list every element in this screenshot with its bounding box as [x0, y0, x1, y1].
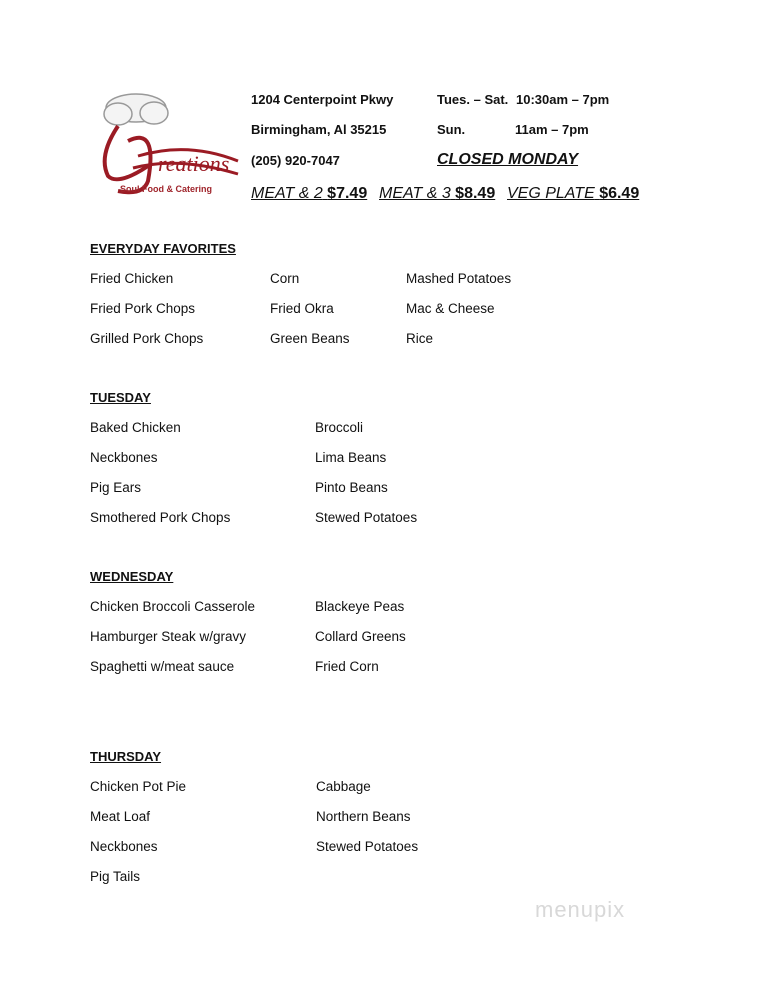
menu-item: Neckbones: [90, 839, 158, 854]
menu-item: Stewed Potatoes: [315, 510, 418, 525]
hours-time-sunday: 11am – 7pm: [515, 122, 589, 137]
menu-item: Smothered Pork Chops: [90, 510, 231, 525]
svg-text:reations: reations: [158, 151, 230, 176]
menu-item: Mac & Cheese: [406, 301, 495, 316]
svg-text:Soul Food & Catering: Soul Food & Catering: [120, 184, 212, 194]
menu-item: Meat Loaf: [90, 809, 151, 824]
price-value: $6.49: [599, 185, 640, 202]
price-meat-2: [251, 186, 367, 202]
menu-item: Mashed Potatoes: [406, 271, 512, 286]
section-title-tuesday: TUESDAY: [90, 390, 151, 405]
address-line-2: Birmingham, Al 35215: [251, 122, 387, 137]
menu-item: Pinto Beans: [315, 480, 388, 495]
menu-item: Chicken Pot Pie: [90, 779, 187, 794]
hours-time-weekday: 10:30am – 7pm: [516, 92, 610, 107]
menu-item: Collard Greens: [315, 629, 406, 644]
menu-item: Green Beans: [270, 331, 350, 346]
menu-item: Spaghetti w/meat sauce: [90, 659, 235, 674]
menu-item: Lima Beans: [315, 450, 387, 465]
menu-item: Fried Pork Chops: [90, 301, 196, 316]
price-label: MEAT & 3: [379, 185, 451, 202]
address-line-1: 1204 Centerpoint Pkwy: [251, 92, 394, 107]
menu-item: Baked Chicken: [90, 420, 181, 435]
menu-item: Neckbones: [90, 450, 158, 465]
section-title-everyday-favorites: EVERYDAY FAVORITES: [90, 241, 236, 256]
closed-notice: CLOSED MONDAY: [437, 151, 579, 168]
restaurant-logo: [88, 86, 240, 208]
hours-days-sunday: Sun.: [437, 122, 466, 137]
menu-item: Corn: [270, 271, 300, 286]
price-meat-3: [379, 186, 495, 202]
section-title-thursday: THURSDAY: [90, 749, 162, 764]
menu-item: Fried Corn: [315, 659, 379, 674]
price-veg-plate: [507, 186, 639, 202]
menu-item: Grilled Pork Chops: [90, 331, 204, 346]
menu-item: Rice: [406, 331, 434, 346]
phone-number: (205) 920-7047: [251, 153, 340, 168]
menu-item: Northern Beans: [316, 809, 411, 824]
menu-item: Stewed Potatoes: [316, 839, 419, 854]
menu-item: Hamburger Steak w/gravy: [90, 629, 247, 644]
menu-item: Fried Chicken: [90, 271, 174, 286]
menu-item: Broccoli: [315, 420, 364, 435]
price-value: $8.49: [455, 185, 496, 202]
price-label: MEAT & 2: [251, 185, 323, 202]
menu-item: Chicken Broccoli Casserole: [90, 599, 256, 614]
price-value: $7.49: [327, 185, 368, 202]
menu-item: Blackeye Peas: [315, 599, 405, 614]
menu-item: Pig Ears: [90, 480, 142, 495]
menu-item: Pig Tails: [90, 869, 141, 884]
menupix-watermark: menupix: [535, 897, 626, 922]
menu-item: Cabbage: [316, 779, 371, 794]
hours-days-weekday: Tues. – Sat.: [437, 92, 509, 107]
menu-item: Fried Okra: [270, 301, 334, 316]
price-label: VEG PLATE: [507, 185, 595, 202]
section-title-wednesday: WEDNESDAY: [90, 569, 174, 584]
